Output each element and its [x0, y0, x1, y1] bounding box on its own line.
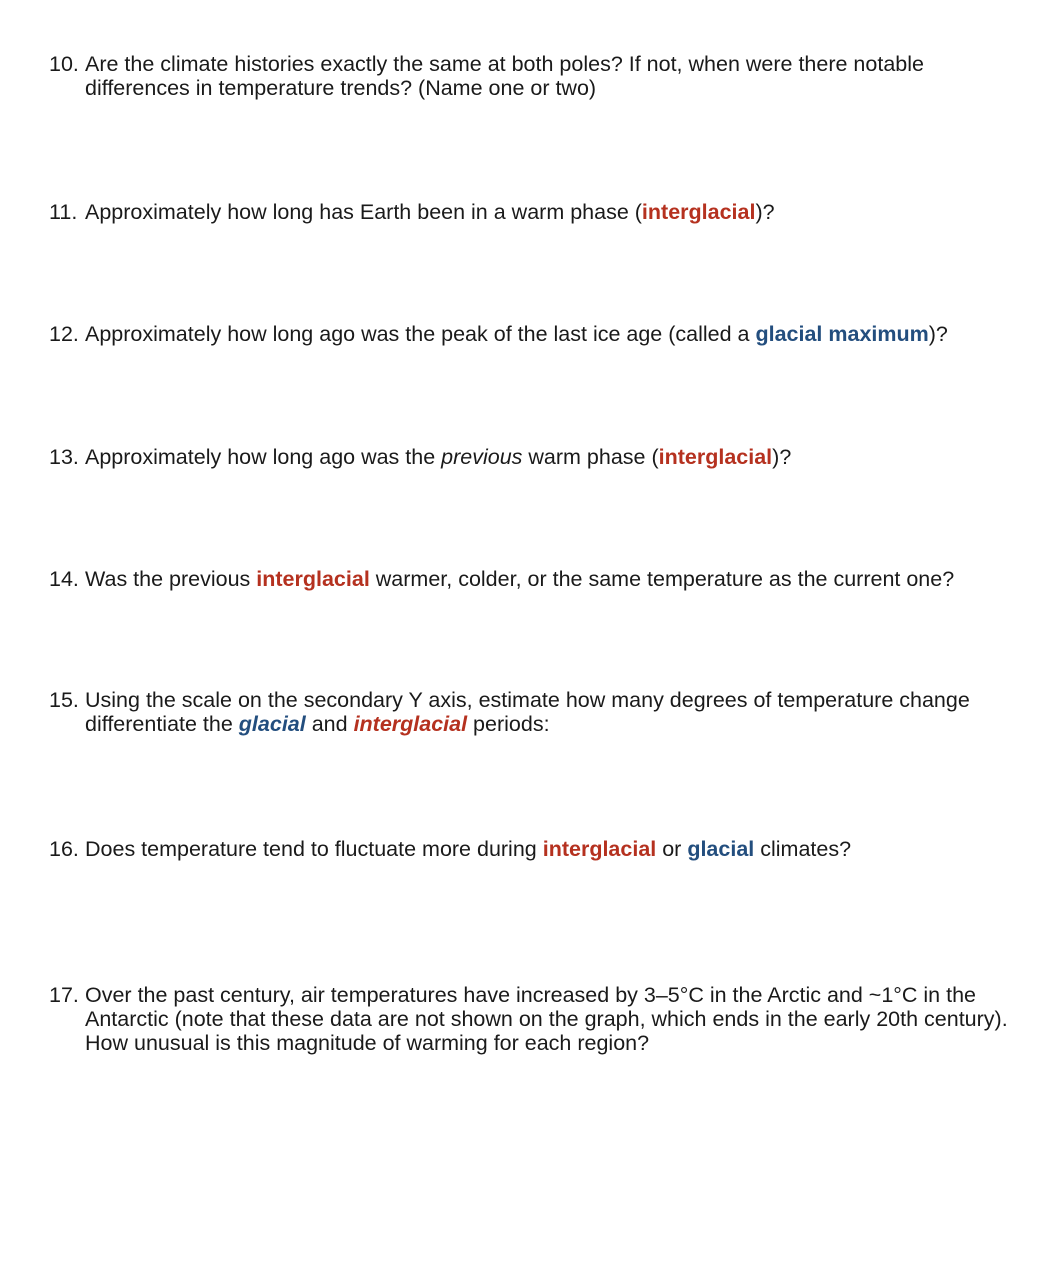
question-number: 11.: [49, 200, 78, 224]
question-text: [85, 200, 1009, 224]
question-text-part: )?: [772, 445, 792, 469]
question-text-part: Approximately how long ago was the: [85, 445, 442, 469]
question-15: [49, 688, 1009, 736]
question-number: 15.: [49, 688, 79, 712]
question-text-part: Over the past century, air temperatures have increased by 3–5°C in the Arctic and ~1°C in the Antarctic (note that these data are not shown on the graph, which ends in the early 20th century). How unusual is this magnitude of warming for each region?: [85, 983, 1008, 1055]
question-text-part: or: [656, 837, 688, 861]
question-14: [49, 567, 1009, 591]
emphasis-previous: previous: [441, 445, 523, 469]
question-text-part: Does temperature tend to fluctuate more during: [85, 837, 543, 861]
question-10: [49, 52, 1009, 100]
question-text: [85, 567, 1009, 591]
question-text: [85, 322, 1009, 346]
question-number: 12.: [49, 322, 79, 346]
question-number: 16.: [49, 837, 79, 861]
question-13: [49, 445, 1009, 469]
question-number: 13.: [49, 445, 79, 469]
question-text-part: Are the climate histories exactly the same at both poles? If not, when were there notable differences in temperature trends? (Name one or two): [85, 52, 924, 100]
question-text-part: warmer, colder, or the same temperature as the current one?: [369, 567, 955, 591]
question-12: [49, 322, 1009, 346]
term-interglacial: interglacial: [641, 200, 756, 224]
question-17: [49, 983, 1009, 1055]
question-text-part: Using the scale on the secondary Y axis, estimate how many degrees of temperature change differentiate the: [85, 688, 970, 736]
question-number: 14.: [49, 567, 79, 591]
term-interglacial: interglacial: [658, 445, 773, 469]
question-text-part: Approximately how long has Earth been in a warm phase (: [85, 200, 642, 224]
question-text-part: Was the previous: [85, 567, 257, 591]
term-interglacial: interglacial: [353, 712, 468, 736]
question-text-part: Approximately how long ago was the peak of the last ice age (called a: [85, 322, 756, 346]
term-glacial-maximum: glacial maximum: [755, 322, 929, 346]
question-11: [49, 200, 1009, 224]
question-text: [85, 52, 1009, 100]
question-text-part: periods:: [467, 712, 550, 736]
term-interglacial: interglacial: [542, 837, 657, 861]
question-text: [85, 983, 1009, 1055]
question-number: 10.: [49, 52, 79, 76]
question-16: [49, 837, 1009, 861]
term-interglacial: interglacial: [256, 567, 370, 591]
question-text-part: climates?: [754, 837, 852, 861]
question-text-part: )?: [928, 322, 948, 346]
question-text-part: warm phase (: [522, 445, 659, 469]
question-text: [85, 837, 1009, 861]
term-glacial: glacial: [238, 712, 306, 736]
question-number: 17.: [49, 983, 79, 1007]
question-text: [85, 445, 1009, 469]
question-text-part: )?: [755, 200, 775, 224]
question-text-part: and: [305, 712, 354, 736]
question-text: [85, 688, 1009, 736]
term-glacial: glacial: [687, 837, 755, 861]
